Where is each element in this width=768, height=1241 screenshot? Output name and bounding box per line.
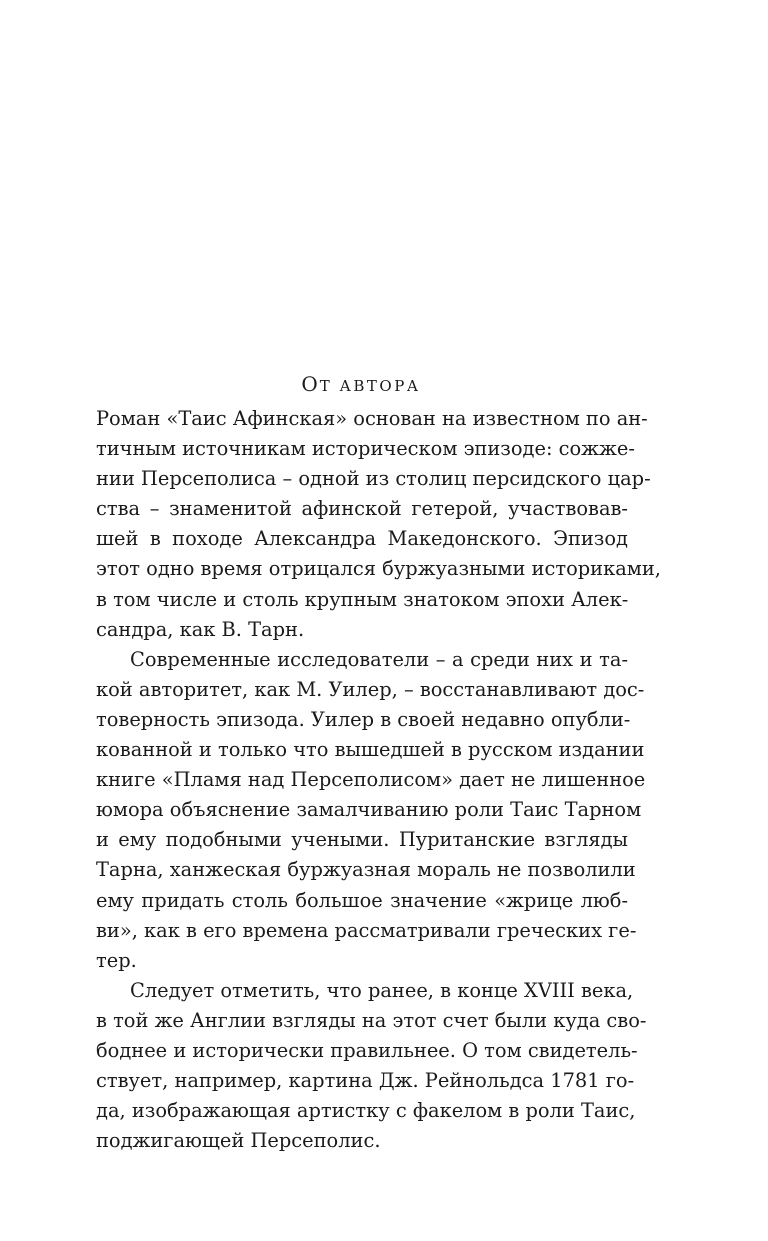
heading-rest: Т АВТОРА [319, 377, 421, 395]
text-line: юмора объяснение замалчиванию роли Таис Тарном [96, 798, 642, 822]
heading-initial: О [301, 372, 320, 396]
text-line: тичным источникам историческом эпизоде: сожже- [96, 437, 635, 461]
text-line: да, изображающая артистку с факелом в роли Таис, [96, 1099, 636, 1123]
text-line: боднее и исторически правильнее. О том свидетель- [96, 1038, 638, 1062]
text-line: сандра, как В. Тарн. [96, 617, 305, 641]
text-line: кой авторитет, как М. Уилер, – восстанавливают дос- [96, 677, 645, 701]
section-heading [0, 372, 722, 396]
text-line: тер. [96, 948, 137, 972]
text-line: в том числе и столь крупным знатоком эпохи Алек- [96, 587, 629, 611]
text-line: ства – знаменитой афинской гетерой, участвовав- [96, 497, 628, 521]
text-line: и ему подобными учеными. Пуританские взгляды [96, 828, 628, 852]
text-line: кованной и только что вышедшей в русском издании [96, 738, 645, 762]
text-line: поджигающей Персеполис. [96, 1129, 381, 1153]
text-line: шей в походе Александра Македонского. Эпизод [96, 527, 628, 551]
text-line: Тарна, ханжеская буржуазная мораль не позволили [96, 858, 636, 882]
text-line: Роман «Таис Афинская» основан на известном по ан- [96, 407, 648, 430]
text-line: ви», как в его времена рассматривали греческих ге- [96, 918, 637, 942]
text-line: Современные исследователи – а среди них и та- [130, 647, 628, 671]
body-text [96, 404, 661, 1156]
text-line: ему придать столь большое значение «жрице люб- [96, 888, 628, 912]
text-line: нии Персеполиса – одной из столиц персидского цар- [96, 467, 651, 491]
text-line: ствует, например, картина Дж. Рейнольдса 1781 го- [96, 1069, 635, 1093]
text-line: в той же Англии взгляды на этот счет были куда сво- [96, 1008, 647, 1032]
text-line: этот одно время отрицался буржуазными историками, [96, 557, 661, 581]
text-line: товерность эпизода. Уилер в своей недавно опубли- [96, 707, 631, 731]
text-line: Следует отметить, что ранее, в конце XVIII века, [130, 978, 634, 1002]
text-line: книге «Пламя над Персеполисом» дает не лишенное [96, 768, 646, 792]
